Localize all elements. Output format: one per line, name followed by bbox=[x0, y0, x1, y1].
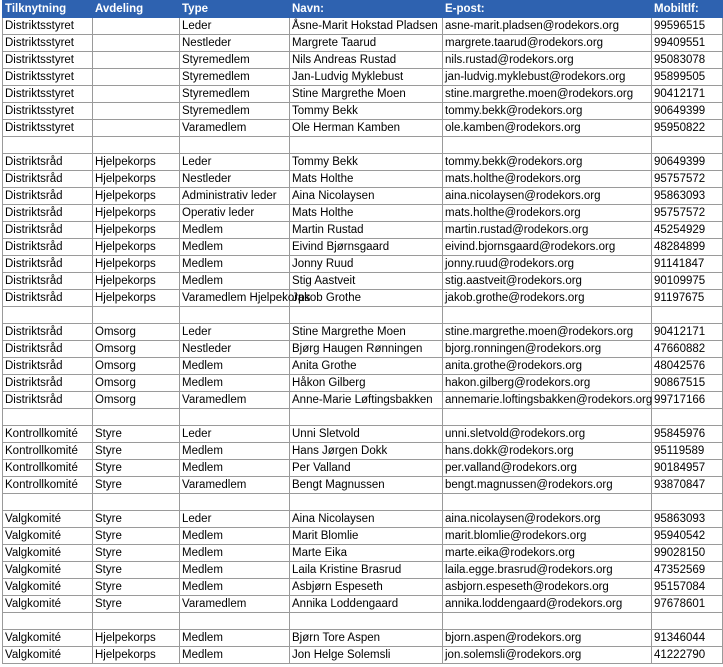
cell-epost[interactable]: marit.blomlie@rodekors.org bbox=[443, 528, 652, 545]
cell-type[interactable]: Nestleder bbox=[180, 171, 290, 188]
cell-navn[interactable]: Jakob Grothe bbox=[290, 290, 443, 307]
cell-tilknytning[interactable]: Distriktsråd bbox=[3, 188, 93, 205]
cell-mobiltlf[interactable]: 95119589 bbox=[652, 443, 723, 460]
cell-avdeling[interactable] bbox=[93, 137, 180, 154]
cell-type[interactable]: Medlem bbox=[180, 562, 290, 579]
cell-mobiltlf[interactable]: 90184957 bbox=[652, 460, 723, 477]
cell-mobiltlf[interactable]: 97678601 bbox=[652, 596, 723, 613]
cell-mobiltlf[interactable]: 95899505 bbox=[652, 69, 723, 86]
table-row bbox=[3, 103, 723, 120]
cell-type[interactable]: Nestleder bbox=[180, 35, 290, 52]
cell-tilknytning[interactable]: Valgkomité bbox=[3, 596, 93, 613]
cell-navn[interactable]: Anita Grothe bbox=[290, 358, 443, 375]
table-row bbox=[3, 171, 723, 188]
cell-type[interactable]: Varamedlem bbox=[180, 392, 290, 409]
cell-epost[interactable]: ole.kamben@rodekors.org bbox=[443, 120, 652, 137]
cell-mobiltlf[interactable] bbox=[652, 613, 723, 630]
table-row bbox=[3, 52, 723, 69]
cell-navn[interactable]: Hans Jørgen Dokk bbox=[290, 443, 443, 460]
cell-tilknytning[interactable]: Kontrollkomité bbox=[3, 426, 93, 443]
cell-navn[interactable]: Håkon Gilberg bbox=[290, 375, 443, 392]
cell-avdeling[interactable]: Hjelpekorps bbox=[93, 171, 180, 188]
cell-navn[interactable]: Annika Loddengaard bbox=[290, 596, 443, 613]
cell-avdeling[interactable]: Omsorg bbox=[93, 341, 180, 358]
cell-tilknytning[interactable]: Distriktsråd bbox=[3, 392, 93, 409]
table-row bbox=[3, 647, 723, 664]
cell-tilknytning[interactable]: Kontrollkomité bbox=[3, 443, 93, 460]
cell-avdeling[interactable] bbox=[93, 86, 180, 103]
table-row bbox=[3, 273, 723, 290]
cell-avdeling[interactable]: Styre bbox=[93, 596, 180, 613]
cell-type[interactable] bbox=[180, 307, 290, 324]
cell-mobiltlf[interactable]: 48284899 bbox=[652, 239, 723, 256]
cell-epost[interactable]: stine.margrethe.moen@rodekors.org bbox=[443, 86, 652, 103]
cell-navn[interactable]: Bjørn Tore Aspen bbox=[290, 630, 443, 647]
cell-navn[interactable]: Martin Rustad bbox=[290, 222, 443, 239]
cell-type[interactable]: Medlem bbox=[180, 443, 290, 460]
cell-type[interactable]: Leder bbox=[180, 154, 290, 171]
cell-epost[interactable]: eivind.bjornsgaard@rodekors.org bbox=[443, 239, 652, 256]
cell-type[interactable]: Administrativ leder bbox=[180, 188, 290, 205]
cell-tilknytning[interactable]: Valgkomité bbox=[3, 562, 93, 579]
cell-type[interactable]: Medlem bbox=[180, 222, 290, 239]
table-row bbox=[3, 358, 723, 375]
table-row bbox=[3, 290, 723, 307]
cell-navn[interactable]: Jonny Ruud bbox=[290, 256, 443, 273]
cell-avdeling[interactable]: Hjelpekorps bbox=[93, 273, 180, 290]
cell-mobiltlf[interactable]: 95083078 bbox=[652, 52, 723, 69]
table-row bbox=[3, 630, 723, 647]
cell-epost[interactable]: asbjorn.espeseth@rodekors.org bbox=[443, 579, 652, 596]
cell-avdeling[interactable]: Styre bbox=[93, 579, 180, 596]
header-type[interactable]: Type bbox=[180, 1, 290, 18]
cell-navn[interactable]: Marit Blomlie bbox=[290, 528, 443, 545]
cell-type[interactable]: Medlem bbox=[180, 579, 290, 596]
cell-mobiltlf[interactable]: 90649399 bbox=[652, 103, 723, 120]
contacts-table bbox=[2, 0, 723, 664]
cell-epost[interactable] bbox=[443, 307, 652, 324]
cell-navn[interactable]: Stine Margrethe Moen bbox=[290, 86, 443, 103]
cell-mobiltlf[interactable]: 91141847 bbox=[652, 256, 723, 273]
cell-tilknytning[interactable] bbox=[3, 409, 93, 426]
cell-navn[interactable]: Anne-Marie Løftingsbakken bbox=[290, 392, 443, 409]
cell-navn[interactable]: Bjørg Haugen Rønningen bbox=[290, 341, 443, 358]
cell-type[interactable]: Nestleder bbox=[180, 341, 290, 358]
cell-mobiltlf[interactable]: 95757572 bbox=[652, 205, 723, 222]
cell-avdeling[interactable]: Hjelpekorps bbox=[93, 256, 180, 273]
header-epost[interactable]: E-post: bbox=[443, 1, 652, 18]
spacer-row bbox=[3, 494, 723, 511]
table-row bbox=[3, 562, 723, 579]
cell-mobiltlf[interactable]: 95845976 bbox=[652, 426, 723, 443]
cell-mobiltlf[interactable]: 99717166 bbox=[652, 392, 723, 409]
cell-mobiltlf[interactable]: 90412171 bbox=[652, 86, 723, 103]
cell-type[interactable]: Styremedlem bbox=[180, 52, 290, 69]
cell-epost[interactable]: annika.loddengaard@rodekors.org bbox=[443, 596, 652, 613]
cell-mobiltlf[interactable] bbox=[652, 307, 723, 324]
cell-type[interactable]: Medlem bbox=[180, 528, 290, 545]
table-row bbox=[3, 460, 723, 477]
cell-epost[interactable]: jonny.ruud@rodekors.org bbox=[443, 256, 652, 273]
cell-mobiltlf[interactable]: 90109975 bbox=[652, 273, 723, 290]
cell-avdeling[interactable]: Styre bbox=[93, 460, 180, 477]
cell-epost[interactable] bbox=[443, 613, 652, 630]
cell-epost[interactable]: mats.holthe@rodekors.org bbox=[443, 171, 652, 188]
cell-tilknytning[interactable]: Distriktsråd bbox=[3, 256, 93, 273]
table-row bbox=[3, 35, 723, 52]
cell-avdeling[interactable] bbox=[93, 103, 180, 120]
cell-type[interactable]: Varamedlem bbox=[180, 477, 290, 494]
cell-navn[interactable]: Aina Nicolaysen bbox=[290, 188, 443, 205]
table-row bbox=[3, 18, 723, 35]
cell-navn[interactable]: Eivind Bjørnsgaard bbox=[290, 239, 443, 256]
cell-avdeling[interactable]: Omsorg bbox=[93, 392, 180, 409]
cell-mobiltlf[interactable]: 95950822 bbox=[652, 120, 723, 137]
cell-epost[interactable] bbox=[443, 137, 652, 154]
cell-avdeling[interactable]: Hjelpekorps bbox=[93, 154, 180, 171]
cell-epost[interactable]: aina.nicolaysen@rodekors.org bbox=[443, 188, 652, 205]
cell-epost[interactable] bbox=[443, 409, 652, 426]
header-avdeling[interactable]: Avdeling bbox=[93, 1, 180, 18]
cell-tilknytning[interactable]: Distriktsråd bbox=[3, 222, 93, 239]
cell-avdeling[interactable]: Styre bbox=[93, 562, 180, 579]
cell-navn[interactable]: Mats Holthe bbox=[290, 171, 443, 188]
table-row bbox=[3, 256, 723, 273]
table-row bbox=[3, 596, 723, 613]
cell-epost[interactable]: martin.rustad@rodekors.org bbox=[443, 222, 652, 239]
cell-navn[interactable] bbox=[290, 613, 443, 630]
cell-tilknytning[interactable]: Valgkomité bbox=[3, 579, 93, 596]
cell-tilknytning[interactable]: Distriktsråd bbox=[3, 341, 93, 358]
cell-mobiltlf[interactable]: 95940542 bbox=[652, 528, 723, 545]
cell-epost[interactable]: stig.aastveit@rodekors.org bbox=[443, 273, 652, 290]
cell-type[interactable]: Varamedlem Hjelpekorps bbox=[180, 290, 290, 307]
cell-type[interactable]: Styremedlem bbox=[180, 103, 290, 120]
cell-type[interactable]: Medlem bbox=[180, 358, 290, 375]
cell-tilknytning[interactable] bbox=[3, 494, 93, 511]
cell-tilknytning[interactable]: Kontrollkomité bbox=[3, 460, 93, 477]
cell-type[interactable]: Medlem bbox=[180, 460, 290, 477]
cell-navn[interactable]: Marte Eika bbox=[290, 545, 443, 562]
cell-avdeling[interactable] bbox=[93, 613, 180, 630]
cell-navn[interactable]: Aina Nicolaysen bbox=[290, 511, 443, 528]
cell-avdeling[interactable]: Hjelpekorps bbox=[93, 222, 180, 239]
cell-avdeling[interactable]: Styre bbox=[93, 545, 180, 562]
cell-avdeling[interactable]: Styre bbox=[93, 528, 180, 545]
cell-type[interactable]: Medlem bbox=[180, 239, 290, 256]
cell-type[interactable]: Leder bbox=[180, 511, 290, 528]
cell-navn[interactable]: Jon Helge Solemsli bbox=[290, 647, 443, 664]
table-body bbox=[3, 18, 723, 664]
cell-navn[interactable]: Tommy Bekk bbox=[290, 103, 443, 120]
cell-mobiltlf[interactable]: 95757572 bbox=[652, 171, 723, 188]
cell-tilknytning[interactable]: Distriktsråd bbox=[3, 358, 93, 375]
cell-mobiltlf[interactable]: 95157084 bbox=[652, 579, 723, 596]
cell-mobiltlf[interactable]: 99028150 bbox=[652, 545, 723, 562]
cell-epost[interactable]: mats.holthe@rodekors.org bbox=[443, 205, 652, 222]
cell-mobiltlf[interactable]: 99596515 bbox=[652, 18, 723, 35]
header-mobiltlf[interactable]: Mobiltlf: bbox=[652, 1, 723, 18]
table-header bbox=[3, 1, 723, 18]
cell-navn[interactable]: Bengt Magnussen bbox=[290, 477, 443, 494]
cell-avdeling[interactable]: Hjelpekorps bbox=[93, 290, 180, 307]
cell-avdeling[interactable]: Omsorg bbox=[93, 358, 180, 375]
cell-type[interactable]: Leder bbox=[180, 18, 290, 35]
cell-tilknytning[interactable]: Distriktsråd bbox=[3, 171, 93, 188]
table-row bbox=[3, 528, 723, 545]
cell-avdeling[interactable] bbox=[93, 52, 180, 69]
cell-epost[interactable]: annemarie.loftingsbakken@rodekors.org bbox=[443, 392, 652, 409]
cell-epost[interactable]: jon.solemsli@rodekors.org bbox=[443, 647, 652, 664]
cell-mobiltlf[interactable]: 48042576 bbox=[652, 358, 723, 375]
cell-avdeling[interactable] bbox=[93, 494, 180, 511]
cell-tilknytning[interactable]: Valgkomité bbox=[3, 511, 93, 528]
cell-navn[interactable]: Åsne-Marit Hokstad Pladsen bbox=[290, 18, 443, 35]
spacer-row bbox=[3, 613, 723, 630]
table-row bbox=[3, 239, 723, 256]
table-row bbox=[3, 392, 723, 409]
header-row bbox=[3, 1, 723, 18]
cell-tilknytning[interactable]: Valgkomité bbox=[3, 545, 93, 562]
table-row bbox=[3, 69, 723, 86]
cell-tilknytning[interactable]: Kontrollkomité bbox=[3, 477, 93, 494]
cell-epost[interactable] bbox=[443, 494, 652, 511]
cell-epost[interactable]: nils.rustad@rodekors.org bbox=[443, 52, 652, 69]
cell-navn[interactable]: Asbjørn Espeseth bbox=[290, 579, 443, 596]
table-row bbox=[3, 86, 723, 103]
cell-tilknytning[interactable]: Distriktsstyret bbox=[3, 103, 93, 120]
cell-epost[interactable]: laila.egge.brasrud@rodekors.org bbox=[443, 562, 652, 579]
spacer-row bbox=[3, 137, 723, 154]
cell-mobiltlf[interactable]: 90412171 bbox=[652, 324, 723, 341]
cell-tilknytning[interactable]: Distriktsråd bbox=[3, 154, 93, 171]
cell-tilknytning[interactable]: Distriktsstyret bbox=[3, 69, 93, 86]
table-row bbox=[3, 579, 723, 596]
cell-mobiltlf[interactable]: 45254929 bbox=[652, 222, 723, 239]
cell-type[interactable]: Styremedlem bbox=[180, 69, 290, 86]
table-row bbox=[3, 324, 723, 341]
cell-epost[interactable]: tommy.bekk@rodekors.org bbox=[443, 154, 652, 171]
cell-type[interactable] bbox=[180, 137, 290, 154]
cell-type[interactable]: Leder bbox=[180, 426, 290, 443]
spacer-row bbox=[3, 409, 723, 426]
cell-mobiltlf[interactable]: 47660882 bbox=[652, 341, 723, 358]
cell-avdeling[interactable] bbox=[93, 18, 180, 35]
cell-epost[interactable]: tommy.bekk@rodekors.org bbox=[443, 103, 652, 120]
cell-mobiltlf[interactable]: 91346044 bbox=[652, 630, 723, 647]
table-row bbox=[3, 222, 723, 239]
cell-avdeling[interactable]: Hjelpekorps bbox=[93, 239, 180, 256]
cell-epost[interactable]: hakon.gilberg@rodekors.org bbox=[443, 375, 652, 392]
header-navn[interactable]: Navn: bbox=[290, 1, 443, 18]
cell-type[interactable]: Medlem bbox=[180, 256, 290, 273]
table-row bbox=[3, 477, 723, 494]
cell-type[interactable] bbox=[180, 613, 290, 630]
cell-navn[interactable]: Ole Herman Kamben bbox=[290, 120, 443, 137]
cell-mobiltlf[interactable] bbox=[652, 494, 723, 511]
cell-avdeling[interactable] bbox=[93, 69, 180, 86]
cell-epost[interactable]: jan-ludvig.myklebust@rodekors.org bbox=[443, 69, 652, 86]
cell-tilknytning[interactable]: Valgkomité bbox=[3, 630, 93, 647]
cell-avdeling[interactable]: Styre bbox=[93, 511, 180, 528]
cell-tilknytning[interactable]: Distriktsstyret bbox=[3, 18, 93, 35]
cell-epost[interactable]: stine.margrethe.moen@rodekors.org bbox=[443, 324, 652, 341]
cell-tilknytning[interactable]: Valgkomité bbox=[3, 528, 93, 545]
cell-epost[interactable]: unni.sletvold@rodekors.org bbox=[443, 426, 652, 443]
cell-navn[interactable] bbox=[290, 307, 443, 324]
cell-type[interactable]: Leder bbox=[180, 324, 290, 341]
table-row bbox=[3, 341, 723, 358]
cell-navn[interactable]: Stig Aastveit bbox=[290, 273, 443, 290]
cell-mobiltlf[interactable]: 91197675 bbox=[652, 290, 723, 307]
cell-type[interactable]: Medlem bbox=[180, 273, 290, 290]
cell-tilknytning[interactable] bbox=[3, 307, 93, 324]
cell-tilknytning[interactable]: Distriktsråd bbox=[3, 239, 93, 256]
cell-navn[interactable] bbox=[290, 409, 443, 426]
cell-mobiltlf[interactable]: 99409551 bbox=[652, 35, 723, 52]
cell-navn[interactable] bbox=[290, 137, 443, 154]
cell-type[interactable]: Operativ leder bbox=[180, 205, 290, 222]
cell-tilknytning[interactable] bbox=[3, 137, 93, 154]
cell-mobiltlf[interactable]: 95863093 bbox=[652, 511, 723, 528]
cell-type[interactable]: Medlem bbox=[180, 630, 290, 647]
cell-navn[interactable]: Tommy Bekk bbox=[290, 154, 443, 171]
cell-avdeling[interactable]: Hjelpekorps bbox=[93, 188, 180, 205]
cell-type[interactable]: Varamedlem bbox=[180, 120, 290, 137]
cell-epost[interactable]: per.valland@rodekors.org bbox=[443, 460, 652, 477]
cell-type[interactable]: Medlem bbox=[180, 647, 290, 664]
cell-epost[interactable]: margrete.taarud@rodekors.org bbox=[443, 35, 652, 52]
cell-avdeling[interactable]: Hjelpekorps bbox=[93, 647, 180, 664]
cell-avdeling[interactable] bbox=[93, 120, 180, 137]
cell-avdeling[interactable]: Styre bbox=[93, 477, 180, 494]
spacer-row bbox=[3, 307, 723, 324]
cell-tilknytning[interactable]: Distriktsråd bbox=[3, 273, 93, 290]
cell-tilknytning[interactable]: Distriktsråd bbox=[3, 205, 93, 222]
cell-avdeling[interactable]: Styre bbox=[93, 426, 180, 443]
header-tilknytning[interactable]: Tilknytning bbox=[3, 1, 93, 18]
cell-navn[interactable]: Margrete Taarud bbox=[290, 35, 443, 52]
cell-navn[interactable]: Unni Sletvold bbox=[290, 426, 443, 443]
cell-navn[interactable]: Jan-Ludvig Myklebust bbox=[290, 69, 443, 86]
cell-avdeling[interactable] bbox=[93, 307, 180, 324]
table-row bbox=[3, 120, 723, 137]
cell-epost[interactable]: asne-marit.pladsen@rodekors.org bbox=[443, 18, 652, 35]
cell-tilknytning[interactable]: Distriktsråd bbox=[3, 290, 93, 307]
table-row bbox=[3, 375, 723, 392]
table-row bbox=[3, 511, 723, 528]
cell-mobiltlf[interactable]: 93870847 bbox=[652, 477, 723, 494]
cell-avdeling[interactable] bbox=[93, 409, 180, 426]
cell-epost[interactable]: bengt.magnussen@rodekors.org bbox=[443, 477, 652, 494]
cell-type[interactable]: Medlem bbox=[180, 375, 290, 392]
cell-tilknytning[interactable]: Distriktsstyret bbox=[3, 120, 93, 137]
cell-epost[interactable]: marte.eika@rodekors.org bbox=[443, 545, 652, 562]
cell-tilknytning[interactable]: Distriktsstyret bbox=[3, 52, 93, 69]
cell-navn[interactable]: Stine Margrethe Moen bbox=[290, 324, 443, 341]
cell-mobiltlf[interactable] bbox=[652, 137, 723, 154]
table-row bbox=[3, 443, 723, 460]
cell-epost[interactable]: bjorg.ronningen@rodekors.org bbox=[443, 341, 652, 358]
cell-tilknytning[interactable]: Distriktsråd bbox=[3, 324, 93, 341]
table-row bbox=[3, 545, 723, 562]
cell-avdeling[interactable]: Omsorg bbox=[93, 375, 180, 392]
cell-avdeling[interactable]: Omsorg bbox=[93, 324, 180, 341]
cell-navn[interactable] bbox=[290, 494, 443, 511]
cell-type[interactable]: Varamedlem bbox=[180, 596, 290, 613]
cell-avdeling[interactable] bbox=[93, 35, 180, 52]
table-row bbox=[3, 205, 723, 222]
cell-tilknytning[interactable] bbox=[3, 613, 93, 630]
cell-avdeling[interactable]: Styre bbox=[93, 443, 180, 460]
table-row bbox=[3, 188, 723, 205]
cell-mobiltlf[interactable]: 47352569 bbox=[652, 562, 723, 579]
cell-mobiltlf[interactable]: 90867515 bbox=[652, 375, 723, 392]
cell-type[interactable]: Medlem bbox=[180, 545, 290, 562]
cell-navn[interactable]: Laila Kristine Brasrud bbox=[290, 562, 443, 579]
cell-navn[interactable]: Nils Andreas Rustad bbox=[290, 52, 443, 69]
cell-tilknytning[interactable]: Distriktsråd bbox=[3, 375, 93, 392]
cell-mobiltlf[interactable] bbox=[652, 409, 723, 426]
cell-epost[interactable]: aina.nicolaysen@rodekors.org bbox=[443, 511, 652, 528]
cell-tilknytning[interactable]: Distriktsstyret bbox=[3, 86, 93, 103]
cell-type[interactable]: Styremedlem bbox=[180, 86, 290, 103]
cell-navn[interactable]: Per Valland bbox=[290, 460, 443, 477]
cell-avdeling[interactable]: Hjelpekorps bbox=[93, 630, 180, 647]
cell-mobiltlf[interactable]: 90649399 bbox=[652, 154, 723, 171]
table-row bbox=[3, 426, 723, 443]
cell-epost[interactable]: anita.grothe@rodekors.org bbox=[443, 358, 652, 375]
cell-type[interactable] bbox=[180, 409, 290, 426]
cell-epost[interactable]: jakob.grothe@rodekors.org bbox=[443, 290, 652, 307]
cell-type[interactable] bbox=[180, 494, 290, 511]
cell-avdeling[interactable]: Hjelpekorps bbox=[93, 205, 180, 222]
cell-tilknytning[interactable]: Valgkomité bbox=[3, 647, 93, 664]
cell-mobiltlf[interactable]: 41222790 bbox=[652, 647, 723, 664]
cell-mobiltlf[interactable]: 95863093 bbox=[652, 188, 723, 205]
cell-epost[interactable]: hans.dokk@rodekors.org bbox=[443, 443, 652, 460]
cell-navn[interactable]: Mats Holthe bbox=[290, 205, 443, 222]
table-row bbox=[3, 154, 723, 171]
cell-epost[interactable]: bjorn.aspen@rodekors.org bbox=[443, 630, 652, 647]
cell-tilknytning[interactable]: Distriktsstyret bbox=[3, 35, 93, 52]
